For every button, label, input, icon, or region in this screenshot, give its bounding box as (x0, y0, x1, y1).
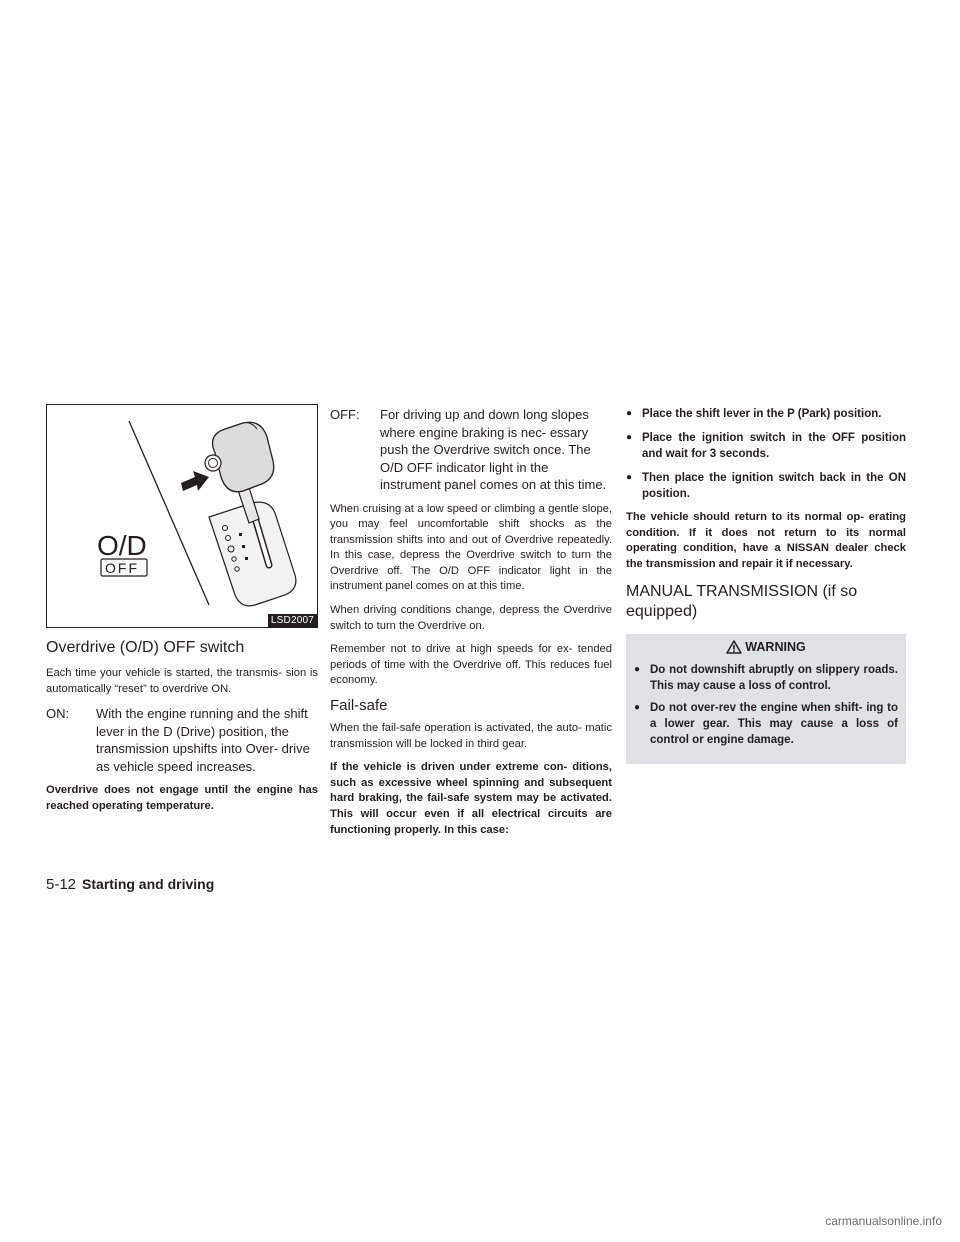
overdrive-intro: Each time your vehicle is started, the transmis- sion is automatically “reset” to overdrive ON. (46, 667, 318, 695)
chapter-title: Starting and driving (82, 876, 215, 892)
cruising-paragraph: When cruising at a low speed or climbing a gentle slope, you may feel uncomfortable shift shocks as the transmission shifts into and out of Overdrive repeatedly. In this case, depress the Overdrive switch to turn the Overdrive off. The O/D OFF indicator light in the instrument panel comes on at this time. (330, 502, 612, 593)
warning-header (634, 640, 898, 654)
failsafe-intro: When the fail-safe operation is activated, the auto- matic transmission will be locked in third gear. (330, 722, 612, 750)
on-term: ON: (46, 706, 70, 722)
warning-triangle-icon (726, 640, 742, 654)
page-number: 5-12 (46, 876, 77, 893)
list-item: ● Place the ignition switch in the OFF position and wait for 3 seconds. (626, 430, 906, 462)
page-footer (46, 876, 214, 893)
column-middle (330, 406, 612, 846)
fuel-economy-paragraph: Remember not to drive at high speeds for ex- tended periods of time with the Overdrive off. This reduces fuel economy. (330, 643, 612, 687)
list-item: ● Do not downshift abruptly on slippery roads. This may cause a loss of control. (634, 662, 898, 694)
shift-lever-illustration (47, 405, 317, 627)
warning-list (634, 662, 898, 748)
list-item: ● Then place the ignition switch back in the ON position. (626, 470, 906, 502)
off-term: OFF: (330, 407, 360, 422)
watermark: carmanualsonline.info (825, 1214, 942, 1228)
warning-box (626, 634, 906, 764)
od-switch-figure (46, 404, 318, 628)
column-right (626, 406, 906, 764)
figure-code: LSD2007 (268, 614, 317, 627)
column-left (46, 404, 318, 822)
od-label: O/D (97, 530, 147, 561)
on-description: With the engine running and the shift lever in the D (Drive) position, the transmission upshifts into Over- drive as vehicle speed increases. (96, 706, 310, 774)
warning-title: WARNING (745, 640, 806, 655)
failsafe-steps (626, 406, 906, 502)
section-title-manual: MANUAL TRANSMISSION (if so equipped) (626, 583, 858, 621)
conditions-paragraph: When driving conditions change, depress the Overdrive switch to turn the Overdrive on. (330, 604, 612, 632)
off-description: For driving up and down long slopes where engine braking is nec- essary push the Overdrive switch once. The O/D OFF indicator light in the instrument panel comes on at this time. (380, 407, 607, 492)
list-item: ● Do not over-rev the engine when shift- ing to a lower gear. This may cause a loss of control or engine damage. (634, 700, 898, 748)
off-definition (330, 406, 612, 494)
list-item: ● Place the shift lever in the P (Park) position. (626, 406, 906, 422)
overdrive-note: Overdrive does not engage until the engine has reached operating temperature. (46, 784, 318, 812)
section-title-failsafe: Fail-safe (330, 697, 388, 715)
failsafe-result: The vehicle should return to its normal op- erating condition. If it does not return to its normal operating condition, have a NISSAN dealer check the transmission and repair it if necessary. (626, 511, 906, 570)
section-title-overdrive: Overdrive (O/D) OFF switch (46, 639, 245, 656)
failsafe-conditions: If the vehicle is driven under extreme con- ditions, such as excessive wheel spinning and subsequent hard braking, the fail-safe system may be activated. This will occur even if all electrical circuits are functioning properly. In this case: (330, 761, 612, 836)
on-definition (46, 705, 318, 775)
off-label: OFF (105, 560, 139, 576)
